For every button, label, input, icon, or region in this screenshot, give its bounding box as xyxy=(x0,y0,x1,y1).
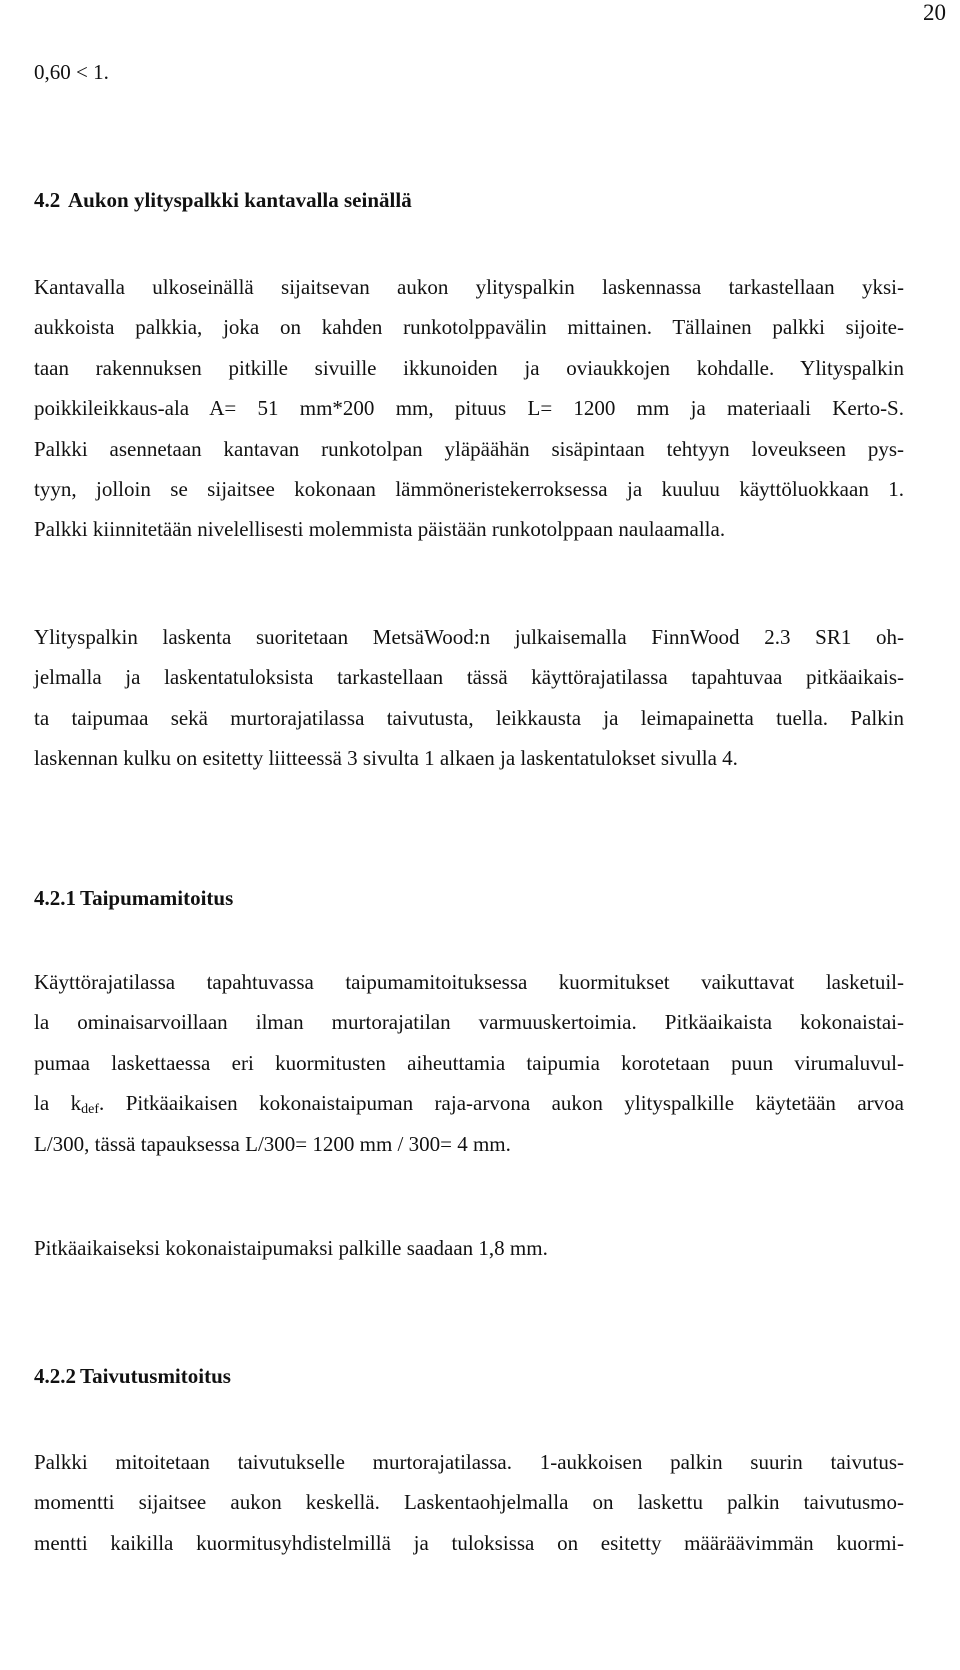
text-line: laskennan kulku on esitetty liitteessä 3 sivulta 1 alkaen ja laskentatulokset sivulla 4. xyxy=(34,746,738,771)
page-number: 20 xyxy=(923,0,946,25)
text-line: Palkki asennetaan kantavan runkotolpan yläpäähän sisäpintaan tehtyyn loveukseen pys- xyxy=(34,436,904,461)
text-line: mentti kaikilla kuormitusyhdistelmillä ja tuloksissa on esitetty määräävimmän kuormi- xyxy=(34,1530,904,1555)
text-line: Palkki mitoitetaan taivutukselle murtorajatilassa. 1-aukkoisen palkin suurin taivutus- xyxy=(34,1450,904,1474)
paragraph-calculation-method xyxy=(34,617,904,779)
section-number: 4.2 xyxy=(34,188,61,212)
paragraph-bending xyxy=(34,1442,904,1563)
section-heading-4-2-1 xyxy=(34,878,233,918)
text-line: L/300, tässä tapauksessa L/300= 1200 mm / 300= 4 mm. xyxy=(34,1131,511,1156)
text-fragment: la k xyxy=(34,1091,82,1116)
section-title: Taipumamitoitus xyxy=(80,886,234,910)
text-line: poikkileikkaus-ala A= 51 mm*200 mm, pituus L= 1200 mm ja materiaali Kerto-S. xyxy=(34,396,904,421)
section-title: Taivutusmitoitus xyxy=(80,1364,231,1388)
text-line: pumaa laskettaessa eri kuormitusten aiheuttamia taipumia korotetaan puun virumaluvul- xyxy=(34,1050,904,1075)
text-line-with-subscript xyxy=(34,1083,904,1123)
paragraph-deflection xyxy=(34,962,904,1164)
text-line: tyyn, jolloin se sijaitsee kokonaan lämmöneristekerroksessa ja kuuluu käyttöluokkaan 1. xyxy=(34,476,904,501)
intro-text xyxy=(34,52,904,92)
paragraph-deflection-result xyxy=(34,1228,904,1268)
text-line: taan rakennuksen pitkille sivuille ikkunoiden ja oviaukkojen kohdalle. Ylityspalkin xyxy=(34,355,904,380)
text-line: Käyttörajatilassa tapahtuvassa taipumamitoituksessa kuormitukset vaikuttavat lasketuil- xyxy=(34,970,904,994)
section-heading-4-2 xyxy=(34,180,412,220)
subscript-def: def xyxy=(81,1102,99,1118)
text-line: Kantavalla ulkoseinällä sijaitsevan aukon ylityspalkin laskennassa tarkastellaan yksi- xyxy=(34,275,904,299)
text-line: 0,60 < 1. xyxy=(34,60,109,84)
text-line: Palkki kiinnitetään nivelellisesti molemmista päistään runkotolppaan naulaamalla. xyxy=(34,517,726,542)
text-line: momentti sijaitsee aukon keskellä. Laskentaohjelmalla on laskettu palkin taivutusmo- xyxy=(34,1490,904,1515)
text-line: ta taipumaa sekä murtorajatilassa taivutusta, leikkausta ja leimapainetta tuella. Palkin xyxy=(34,705,904,730)
text-line: aukkoista palkkia, joka on kahden runkotolppavälin mittainen. Tällainen palkki sijoite- xyxy=(34,315,904,340)
section-number: 4.2.2 xyxy=(34,1364,76,1388)
text-line: Pitkäaikaiseksi kokonaistaipumaksi palkille saadaan 1,8 mm. xyxy=(34,1236,548,1260)
text-line: Ylityspalkin laskenta suoritetaan MetsäWood:n julkaisemalla FinnWood 2.3 SR1 oh- xyxy=(34,625,904,649)
section-heading-4-2-2 xyxy=(34,1356,231,1396)
section-number: 4.2.1 xyxy=(34,886,76,910)
text-fragment: . Pitkäaikaisen kokonaistaipuman raja-arvona aukon ylityspalkille käytetään arvoa xyxy=(99,1091,904,1116)
paragraph-beam-description xyxy=(34,267,904,550)
text-line: jelmalla ja laskentatuloksista tarkastellaan tässä käyttörajatilassa tapahtuvaa pitkäaikais- xyxy=(34,665,904,690)
section-title: Aukon ylityspalkki kantavalla seinällä xyxy=(68,188,412,212)
text-line: la ominaisarvoillaan ilman murtorajatilan varmuuskertoimia. Pitkäaikaista kokonaistai- xyxy=(34,1010,904,1035)
